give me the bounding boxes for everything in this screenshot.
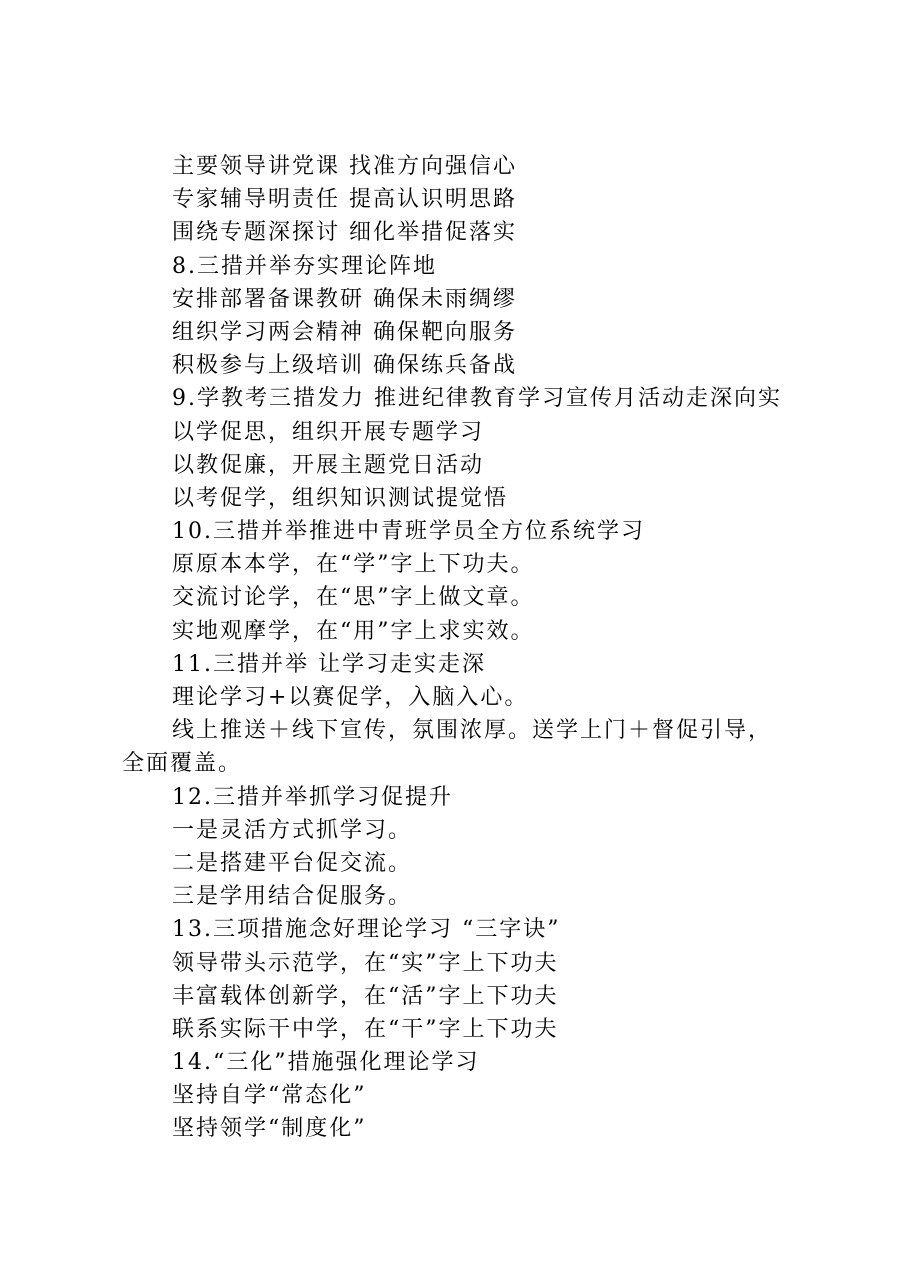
text-line: 原原本本学，在“学”字上下功夫。 [172,552,535,578]
text-line: 坚持领学“制度化” [172,1116,367,1142]
section-heading: 8.三措并举夯实理论阵地 [172,253,437,279]
text-line: 组织学习两会精神 确保靶向服务 [172,319,517,345]
text-line: 二是搭建平台促交流。 [172,850,413,876]
text-line: 以考促学，组织知识测试提觉悟 [172,485,509,511]
section-heading: 13.三项措施念好理论学习 “三字诀” [172,917,561,943]
text-line: 以学促思，组织开展专题学习 [172,419,485,445]
text-line: 安排部署备课教研 确保未雨绸缪 [172,286,517,312]
text-line: 积极参与上级培训 确保练兵备战 [172,353,517,379]
text-line: 实地观摩学，在“用”字上求实效。 [172,618,535,644]
text-line: 主要领导讲党课 找准方向强信心 [172,154,517,179]
section-heading: 11.三措并举 让学习走实走深 [172,651,486,677]
text-line: 以教促廉，开展主题党日活动 [172,452,485,478]
text-line: 交流讨论学，在“思”字上做文章。 [172,585,535,611]
section-heading: 10.三措并举推进中青班学员全方位系统学习 [172,519,645,545]
text-line: 理论学习+以赛促学，入脑入心。 [172,685,529,710]
document-body [122,150,794,1146]
text-line: 线上推送＋线下宣传，氛围浓厚。送学上门＋督促引导， [172,718,773,744]
text-line: 专家辅导明责任 提高认识明思路 [172,187,517,213]
text-line: 围绕专题深探讨 细化举措促落实 [172,220,517,246]
text-line: 联系实际干中学，在“干”字上下功夫 [172,1016,559,1042]
section-heading: 14.“三化”措施强化理论学习 [172,1050,480,1076]
text-line: 三是学用结合促服务。 [172,884,413,910]
text-line: 坚持自学“常态化” [172,1083,367,1109]
section-heading: 9.学教考三措发力 推进纪律教育学习宣传月活动走深向实 [172,386,782,412]
text-line: 一是灵活方式抓学习。 [172,817,413,843]
text-line: 领导带头示范学，在“实”字上下功夫 [172,950,559,976]
section-heading: 12.三措并举抓学习促提升 [172,784,453,810]
text-line-continuation: 全面覆盖。 [122,751,243,777]
text-line: 丰富载体创新学，在“活”字上下功夫 [172,983,559,1009]
